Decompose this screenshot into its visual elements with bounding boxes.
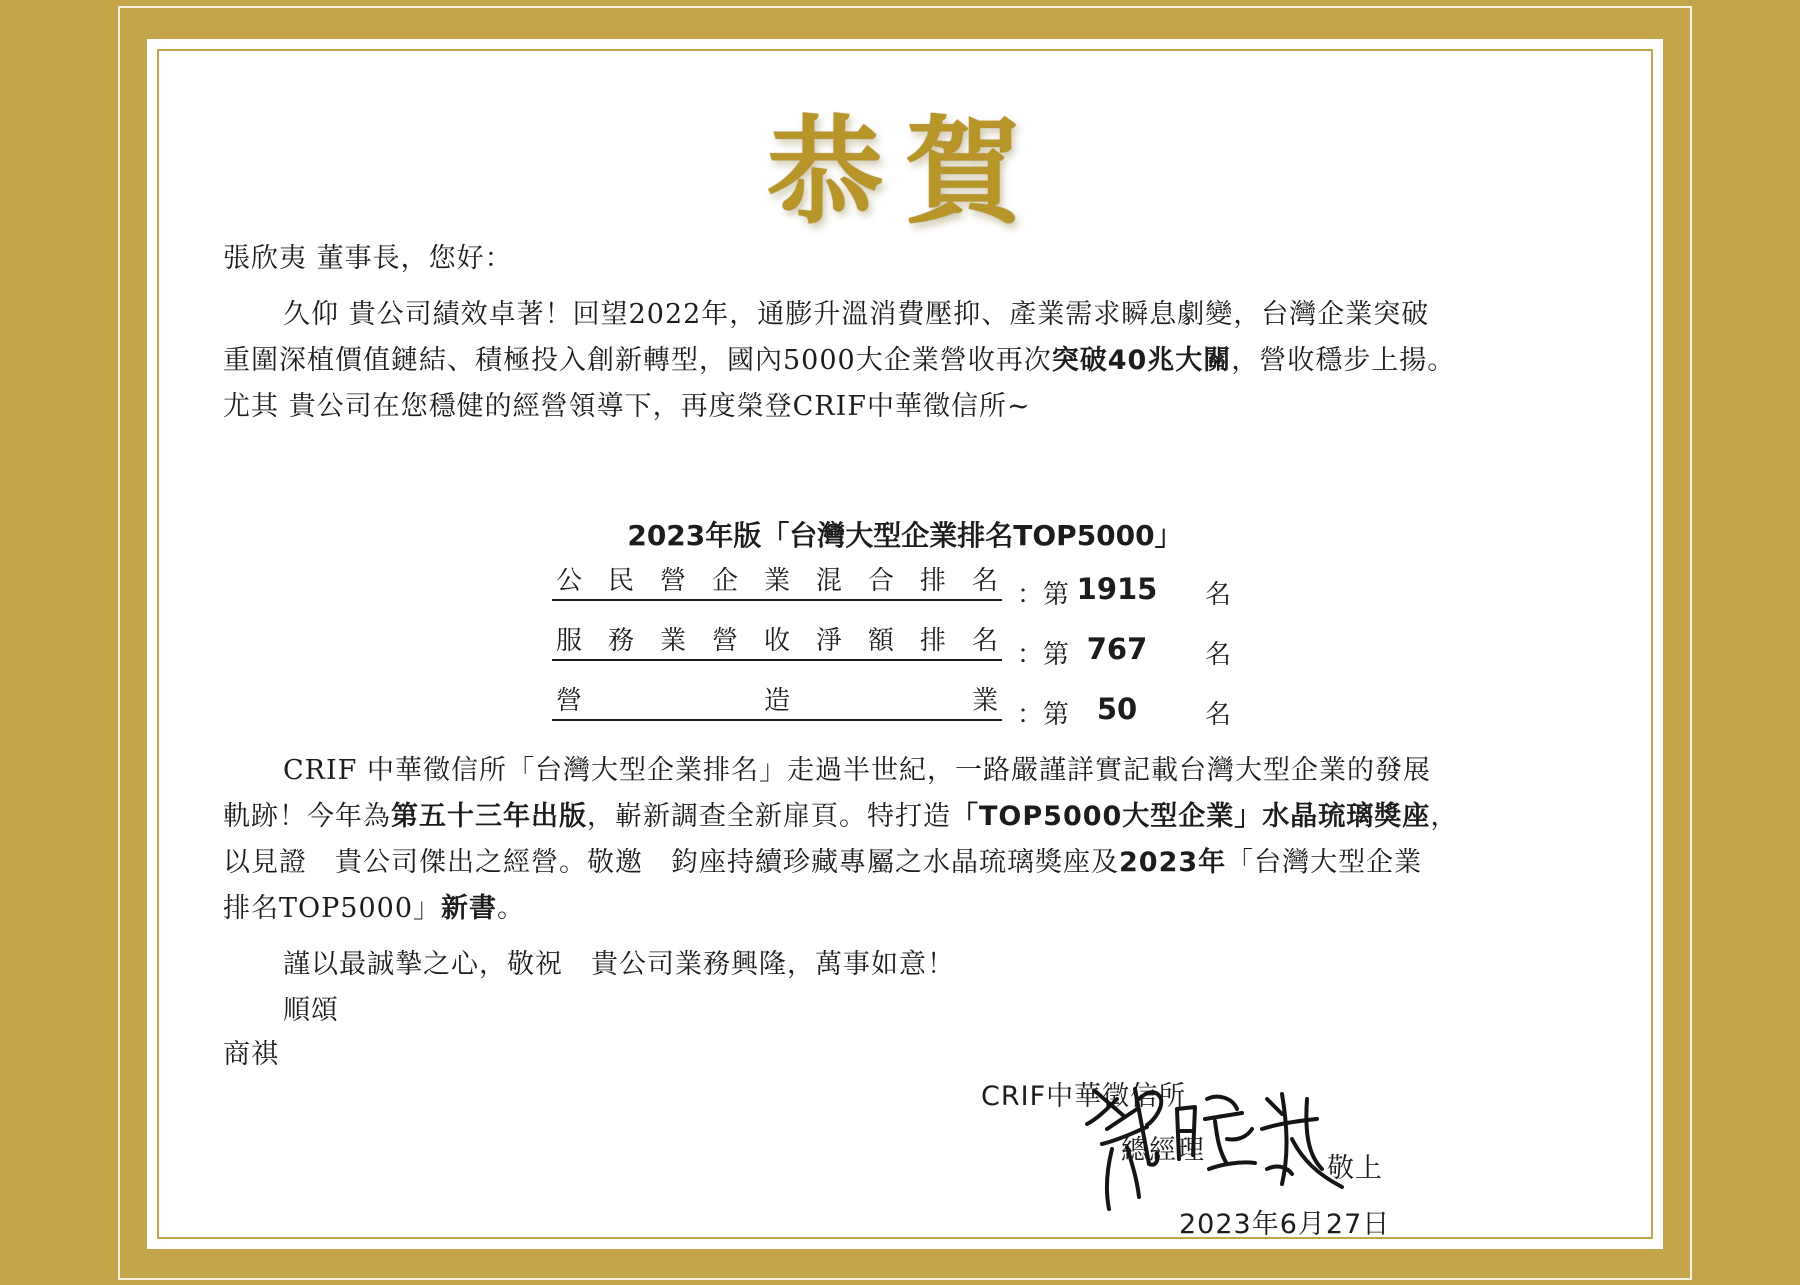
closing-shangqi: 商祺	[223, 1039, 279, 1070]
label-char: 業	[763, 566, 790, 596]
ranking-label-construction	[552, 685, 1002, 721]
ranking-value-service: 767	[1086, 632, 1148, 666]
closing-wish: 謹以最誠摯之心，敬祝 貴公司業務興隆，萬事如意！	[283, 949, 955, 980]
sender-title: 總經理	[1121, 1135, 1205, 1166]
label-char: 名	[971, 626, 998, 656]
label-char: 業	[659, 626, 686, 656]
signature-image	[1077, 1069, 1347, 1229]
para2-line3	[223, 849, 1422, 876]
para2-line2-bold2: 「TOP5000大型企業」水晶琉璃獎座	[951, 801, 1431, 832]
para2-line1: CRIF 中華徵信所「台灣大型企業排名」走過半世紀，一路嚴謹詳實記載台灣大型企業的發展	[283, 755, 1431, 786]
label-char: 公	[556, 566, 583, 596]
label-char: 務	[607, 626, 634, 656]
para2-line2-post: ，	[1430, 801, 1459, 832]
para2-line2-pre: 軌跡！今年為	[223, 801, 391, 832]
ranking-prefix: ：第	[1017, 580, 1070, 610]
para2-line2	[223, 803, 1458, 830]
para2-line4-pre: 排名TOP5000」	[223, 893, 442, 924]
ranking-heading: 2023年版「台灣大型企業排名TOP5000」	[627, 519, 1183, 552]
ranking-value-construction: 50	[1096, 692, 1138, 726]
label-char: 企	[711, 566, 738, 596]
para1-line2-post: ，營收穩步上揚。	[1231, 345, 1456, 376]
para2-line3-bold: 2023年	[1119, 847, 1227, 878]
para2-line2-bold1: 第五十三年出版	[391, 801, 587, 832]
ranking-suffix: 名	[1205, 640, 1232, 670]
ranking-value-overall: 1915	[1076, 572, 1158, 606]
greeting: 張欣夷 董事長，您好：	[223, 243, 513, 274]
label-char: 額	[867, 626, 894, 656]
label-char: 業	[971, 686, 998, 716]
ranking-suffix: 名	[1205, 580, 1232, 610]
label-char: 排	[919, 566, 946, 596]
sender-organization: CRIF中華徵信所	[981, 1081, 1187, 1112]
certificate-paper	[144, 36, 1666, 1252]
label-char: 合	[867, 566, 894, 596]
letter-date: 2023年6月27日	[1179, 1209, 1391, 1240]
para1-line2-bold: 突破40兆大關	[1051, 345, 1232, 376]
para2-line4-bold: 新書	[441, 893, 498, 924]
label-char: 營	[659, 566, 686, 596]
label-char: 營	[556, 686, 583, 716]
ranking-prefix: ：第	[1017, 640, 1070, 670]
label-char: 服	[556, 626, 583, 656]
para2-line3-pre: 以見證 貴公司傑出之經營。敬邀 鈞座持續珍藏專屬之水晶琉璃獎座及	[223, 847, 1119, 878]
certificate-title: 恭賀	[767, 104, 1043, 240]
para2-line3-post: 「台灣大型企業	[1226, 847, 1423, 878]
closing-shunsong: 順頌	[283, 995, 339, 1026]
para2-line2-mid: ，嶄新調查全新扉頁。特打造	[587, 801, 951, 832]
label-char: 收	[763, 626, 790, 656]
ranking-prefix: ：第	[1017, 700, 1070, 730]
ranking-suffix: 名	[1205, 700, 1232, 730]
label-char: 混	[815, 566, 842, 596]
label-char: 民	[607, 566, 634, 596]
sender-respect: 敬上	[1327, 1153, 1383, 1184]
label-char: 營	[711, 626, 738, 656]
label-char: 造	[763, 686, 790, 716]
ranking-label-service	[552, 625, 1002, 661]
label-char: 淨	[815, 626, 842, 656]
para1-line2-pre: 重圍深植價值鏈結、積極投入創新轉型，國內5000大企業營收再次	[223, 345, 1052, 376]
para1-line2	[223, 347, 1455, 374]
ranking-label-overall	[552, 565, 1002, 601]
para2-line4	[223, 895, 525, 922]
para1-line3: 尤其 貴公司在您穩健的經營領導下，再度榮登CRIF中華徵信所~	[223, 391, 1031, 422]
para2-line4-post: 。	[497, 893, 526, 924]
label-char: 名	[971, 566, 998, 596]
para1-line1: 久仰 貴公司績效卓著！回望2022年，通膨升溫消費壓抑、產業需求瞬息劇變，台灣企業突破	[283, 299, 1430, 330]
label-char: 排	[919, 626, 946, 656]
